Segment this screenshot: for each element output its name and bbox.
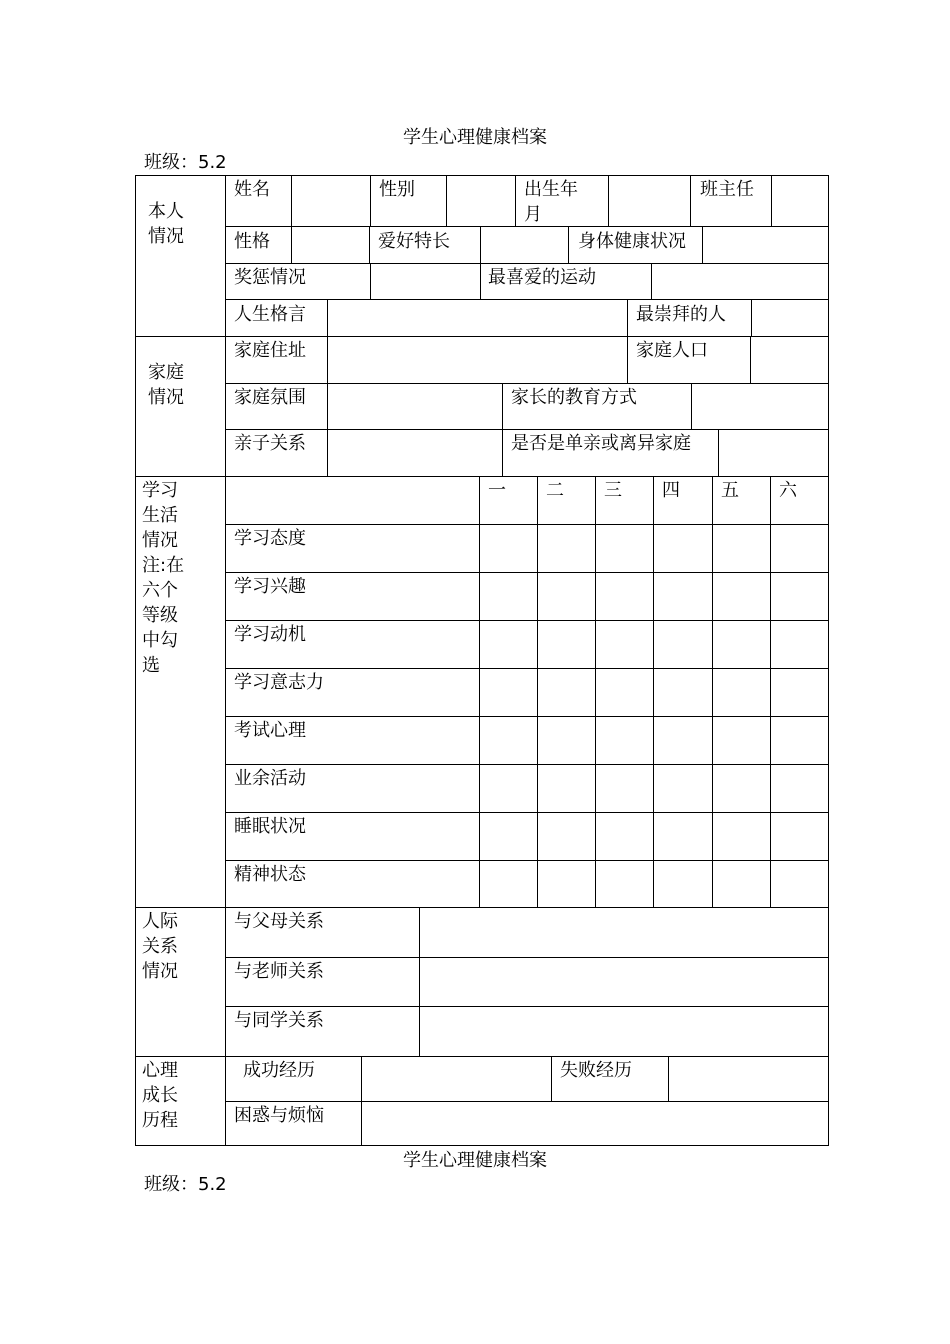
level-cell-2-4[interactable] [654, 573, 712, 620]
level-cell-7-6[interactable] [771, 813, 828, 860]
label-parent-education: 家长的教育方式 [511, 387, 637, 408]
level-cell-7-5[interactable] [713, 813, 770, 860]
level-cell-2-1[interactable] [480, 573, 537, 620]
level-cell-4-3[interactable] [596, 669, 653, 716]
field-name[interactable] [292, 176, 370, 226]
class-label: 班级：5.2 [144, 152, 227, 173]
study-item-interest: 学习兴趣 [234, 576, 306, 597]
level-cell-6-4[interactable] [654, 765, 712, 812]
label-rewards: 奖惩情况 [234, 267, 306, 288]
level-cell-1-6[interactable] [771, 525, 828, 572]
level-cell-7-1[interactable] [480, 813, 537, 860]
level-cell-6-1[interactable] [480, 765, 537, 812]
field-relation-teachers[interactable] [420, 958, 828, 1006]
level-cell-5-1[interactable] [480, 717, 537, 764]
footer-title: 学生心理健康档案 [403, 1150, 547, 1171]
label-relation-parents: 与父母关系 [234, 911, 324, 932]
level-cell-3-3[interactable] [596, 621, 653, 668]
field-rewards[interactable] [371, 264, 480, 299]
field-troubles[interactable] [362, 1102, 828, 1145]
level-header-3: 三 [604, 480, 622, 501]
level-cell-7-4[interactable] [654, 813, 712, 860]
field-address[interactable] [328, 337, 627, 383]
label-head-teacher: 班主任 [700, 179, 754, 200]
field-family-members[interactable] [751, 337, 828, 383]
page-title: 学生心理健康档案 [403, 127, 547, 148]
label-relation-classmates: 与同学关系 [234, 1010, 324, 1031]
field-single-parent[interactable] [719, 430, 828, 476]
level-cell-6-5[interactable] [713, 765, 770, 812]
level-header-5: 五 [721, 480, 739, 501]
label-motto: 人生格言 [234, 304, 306, 325]
section-family: 家庭情况 [148, 362, 184, 408]
level-cell-7-3[interactable] [596, 813, 653, 860]
level-cell-3-5[interactable] [713, 621, 770, 668]
field-success[interactable] [362, 1057, 551, 1101]
study-item-motivation: 学习动机 [234, 624, 306, 645]
study-item-spirit: 精神状态 [234, 864, 306, 885]
field-birth[interactable] [609, 176, 690, 226]
level-cell-6-6[interactable] [771, 765, 828, 812]
field-parent-education[interactable] [692, 384, 828, 429]
level-cell-3-2[interactable] [538, 621, 595, 668]
field-motto[interactable] [328, 300, 627, 336]
field-family-atmosphere[interactable] [328, 384, 502, 429]
level-cell-6-3[interactable] [596, 765, 653, 812]
level-cell-4-2[interactable] [538, 669, 595, 716]
study-item-sleep: 睡眠状况 [234, 816, 306, 837]
label-favorite-sport: 最喜爱的运动 [488, 267, 596, 288]
label-address: 家庭住址 [234, 340, 306, 361]
label-troubles: 困惑与烦恼 [234, 1105, 324, 1126]
level-cell-6-2[interactable] [538, 765, 595, 812]
label-gender: 性别 [379, 179, 415, 200]
level-cell-8-1[interactable] [480, 861, 537, 908]
level-cell-1-4[interactable] [654, 525, 712, 572]
level-cell-2-6[interactable] [771, 573, 828, 620]
footer-class-label: 班级：5.2 [144, 1174, 227, 1195]
level-cell-1-2[interactable] [538, 525, 595, 572]
label-hobby: 爱好特长 [378, 231, 450, 252]
study-item-activities: 业余活动 [234, 768, 306, 789]
level-header-6: 六 [779, 480, 797, 501]
field-relation-classmates[interactable] [420, 1007, 828, 1056]
label-success: 成功经历 [243, 1060, 315, 1081]
label-health: 身体健康状况 [578, 231, 686, 252]
label-parent-child: 亲子关系 [234, 433, 306, 454]
field-gender[interactable] [447, 176, 515, 226]
section-self: 本人情况 [148, 201, 184, 247]
level-cell-3-4[interactable] [654, 621, 712, 668]
field-head-teacher[interactable] [772, 176, 828, 226]
field-hobby[interactable] [481, 227, 568, 263]
label-family-atmosphere: 家庭氛围 [234, 387, 306, 408]
level-cell-8-4[interactable] [654, 861, 712, 908]
level-cell-4-6[interactable] [771, 669, 828, 716]
level-cell-5-3[interactable] [596, 717, 653, 764]
study-item-exam: 考试心理 [234, 720, 306, 741]
level-header-1: 一 [488, 480, 506, 501]
section-study: 学习生活情况注:在六个等级中勾选 [142, 480, 185, 676]
label-family-members: 家庭人口 [636, 340, 708, 361]
level-cell-2-3[interactable] [596, 573, 653, 620]
label-failure: 失败经历 [560, 1060, 632, 1081]
level-cell-5-2[interactable] [538, 717, 595, 764]
level-cell-5-4[interactable] [654, 717, 712, 764]
level-header-2: 二 [546, 480, 564, 501]
label-single-parent: 是否是单亲或离异家庭 [511, 433, 691, 454]
level-cell-3-6[interactable] [771, 621, 828, 668]
field-parent-child[interactable] [328, 430, 502, 476]
label-name: 姓名 [234, 179, 270, 200]
level-cell-3-1[interactable] [480, 621, 537, 668]
label-birth: 出生年月 [524, 179, 578, 225]
level-cell-8-3[interactable] [596, 861, 653, 908]
level-header-4: 四 [662, 480, 680, 501]
level-cell-1-1[interactable] [480, 525, 537, 572]
field-idol[interactable] [752, 300, 828, 336]
label-idol: 最崇拜的人 [636, 304, 726, 325]
study-item-willpower: 学习意志力 [234, 672, 324, 693]
label-personality: 性格 [234, 231, 270, 252]
level-cell-8-2[interactable] [538, 861, 595, 908]
level-cell-2-2[interactable] [538, 573, 595, 620]
section-growth: 心理成长历程 [142, 1060, 178, 1131]
level-cell-4-5[interactable] [713, 669, 770, 716]
field-favorite-sport[interactable] [652, 264, 828, 299]
level-cell-4-1[interactable] [480, 669, 537, 716]
level-cell-1-3[interactable] [596, 525, 653, 572]
level-cell-2-5[interactable] [713, 573, 770, 620]
label-relation-teachers: 与老师关系 [234, 961, 324, 982]
level-cell-1-5[interactable] [713, 525, 770, 572]
level-cell-8-6[interactable] [771, 861, 828, 908]
field-health[interactable] [703, 227, 828, 263]
section-relation: 人际关系情况 [142, 911, 178, 982]
level-cell-7-2[interactable] [538, 813, 595, 860]
level-cell-4-4[interactable] [654, 669, 712, 716]
study-item-attitude: 学习态度 [234, 528, 306, 549]
level-cell-8-5[interactable] [713, 861, 770, 908]
field-relation-parents[interactable] [420, 908, 828, 957]
level-cell-5-5[interactable] [713, 717, 770, 764]
field-personality[interactable] [292, 227, 369, 263]
field-failure[interactable] [669, 1057, 828, 1101]
level-cell-5-6[interactable] [771, 717, 828, 764]
